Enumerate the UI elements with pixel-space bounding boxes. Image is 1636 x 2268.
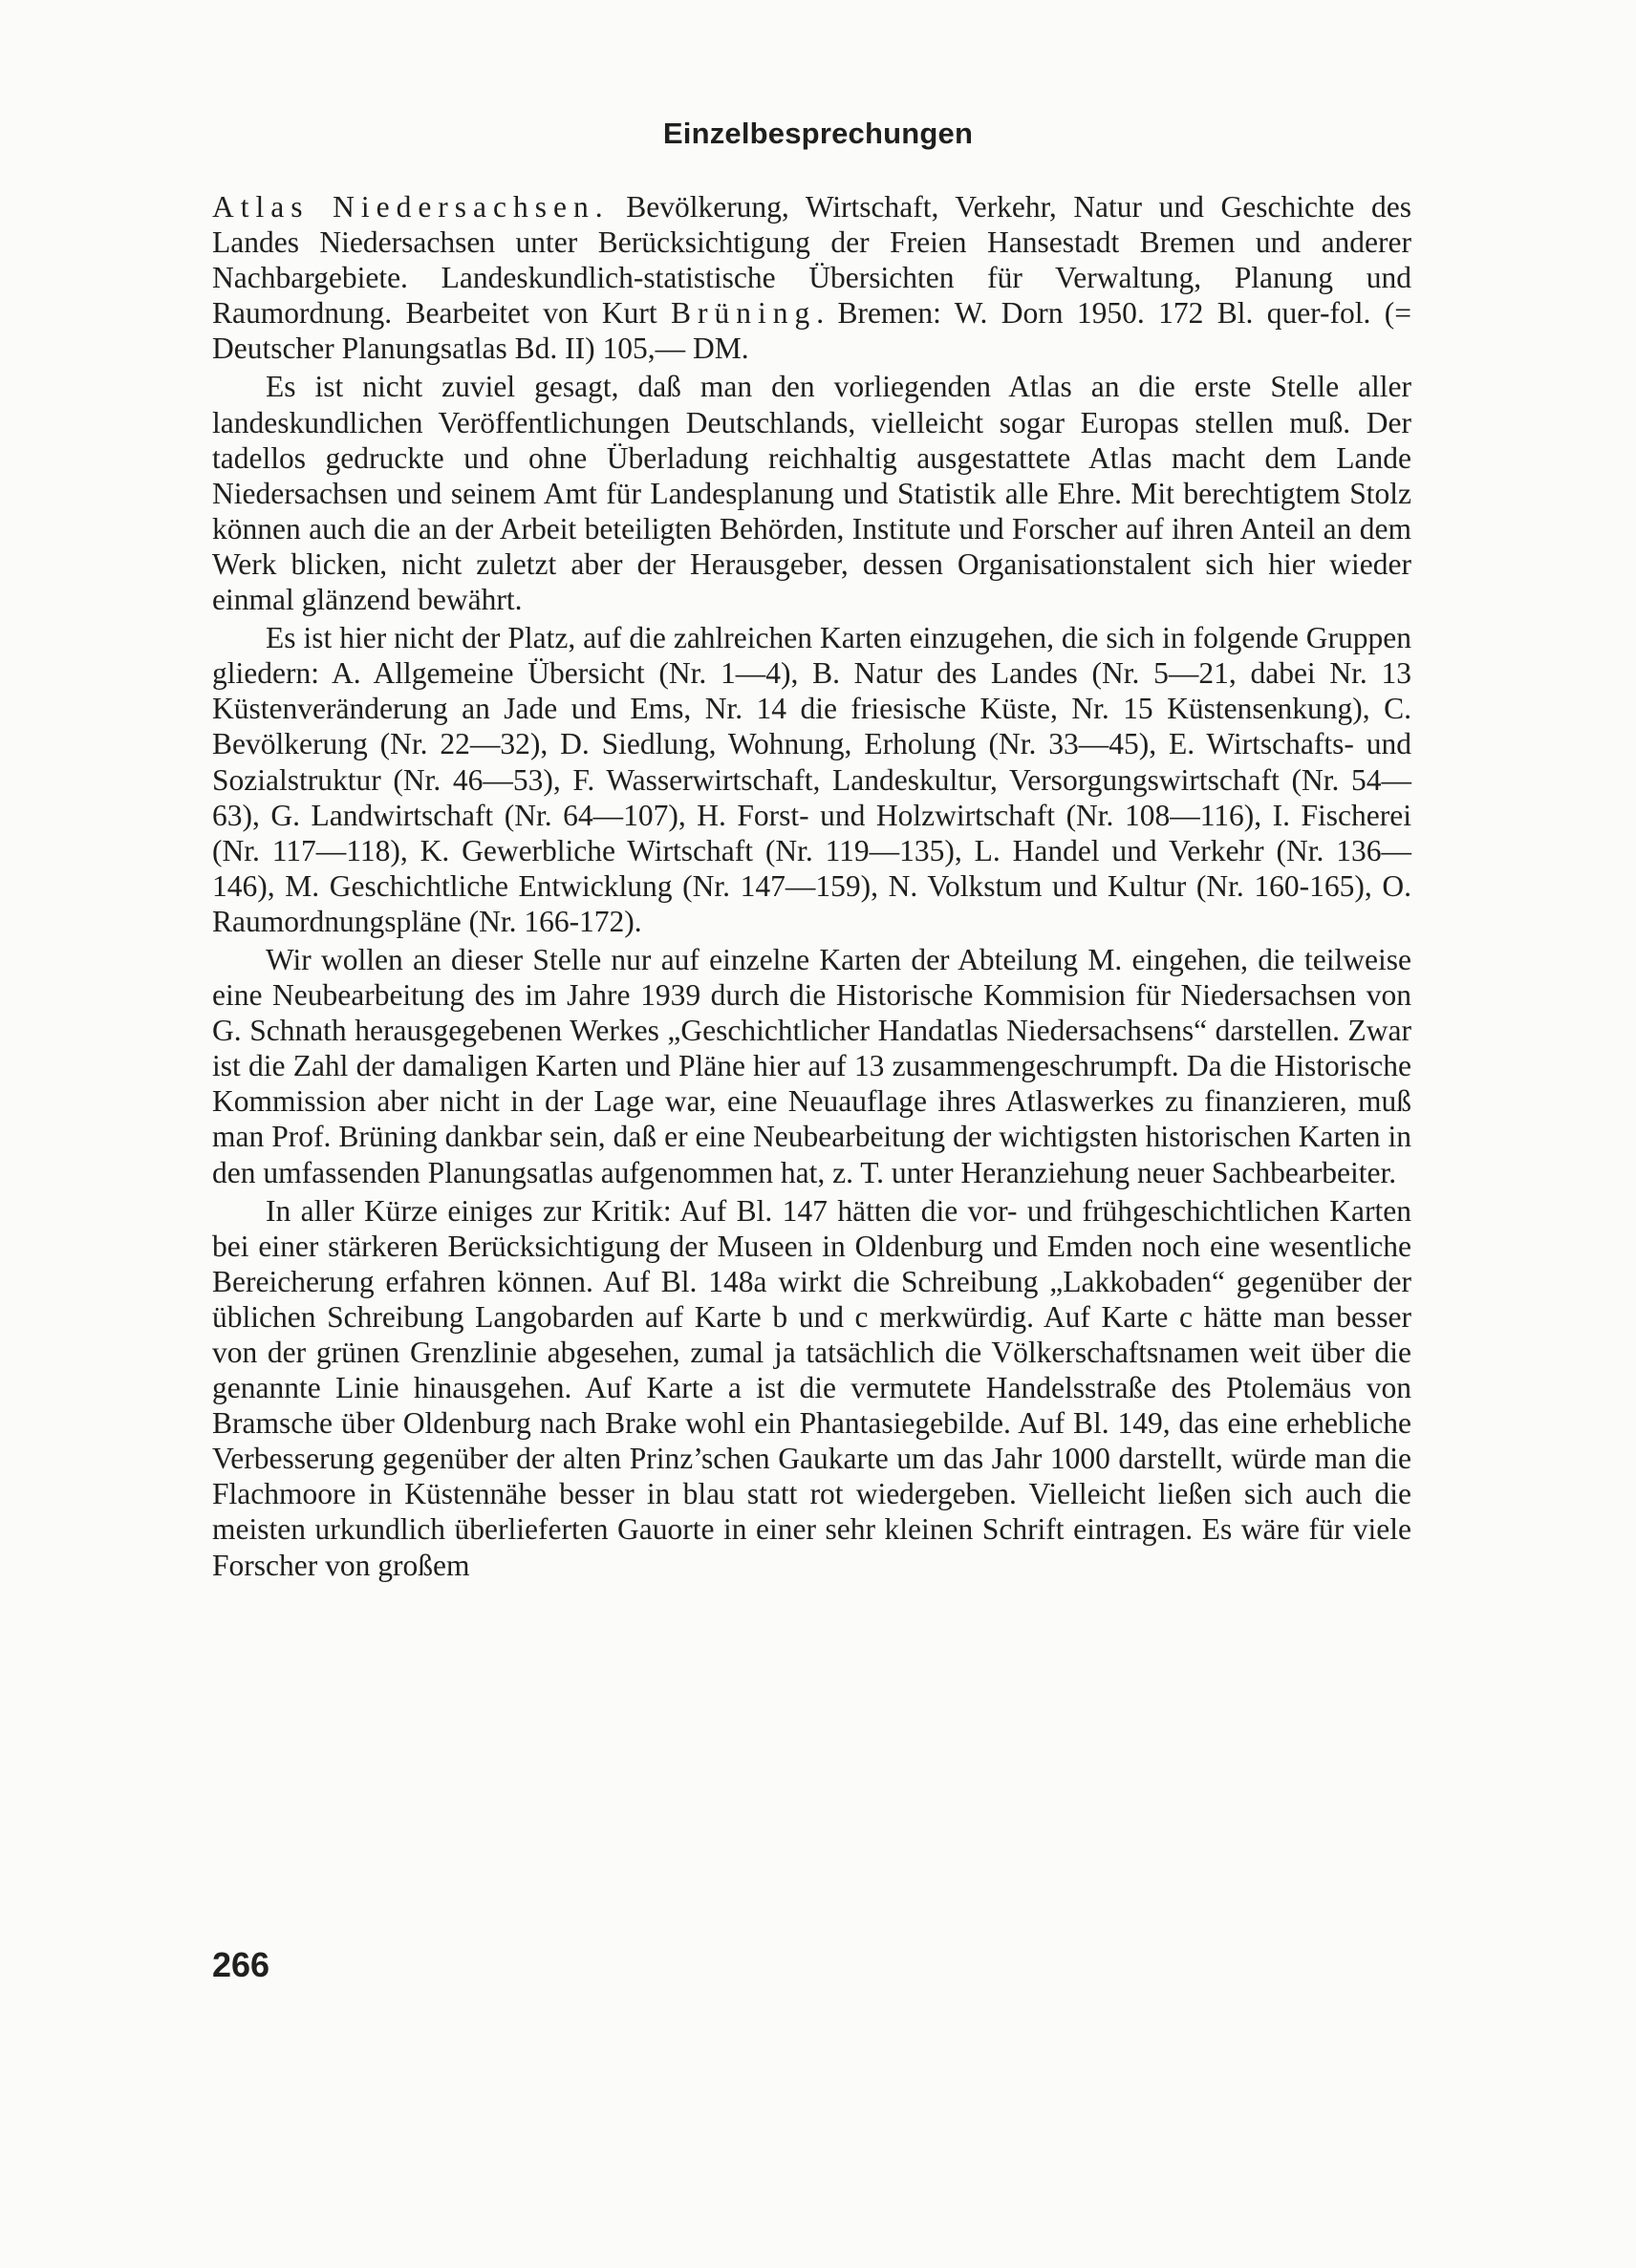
review-title: Atlas Niedersachsen. [212,190,610,224]
page-number: 266 [212,1945,270,1984]
paragraph: Es ist nicht zuviel gesagt, daß man den vorliegenden Atlas an die erste Stelle aller landeskundlichen Veröffentlichungen Deutschlands, vielleicht sogar Europas stellen muß. Der tadellos gedruckte und ohne Überladung reichhaltig ausgestattete Atlas macht dem Lande Niedersachsen und seinem Amt für Landesplanung und Statistik alle Ehre. Mit berechtigtem Stolz können auch die an der Arbeit beteiligten Behörden, Institute und Forscher auf ihren Anteil an dem Werk blicken, nicht zuletzt aber der Herausgeber, dessen Organisationstalent sich hier wieder einmal glänzend bewährt. [212,370,1411,617]
review-text [212,189,1411,1583]
review-publication-info: . Bremen: W. Dorn 1950. 172 Bl. quer-fol. (= Deutscher Planungsatlas Bd. II) 105,— DM. [212,296,1411,366]
review-editor: Brüning [670,296,817,331]
paragraph: Es ist hier nicht der Platz, auf die zahlreichen Karten einzugehen, die sich in folgende Gruppen gliedern: A. Allgemeine Übersicht (Nr. 1—4), B. Natur des Landes (Nr. 5—21, dabei Nr. 13 Küstenveränderung an Jade und Ems, Nr. 14 die friesische Küste, Nr. 15 Küstensenkung), C. Bevölkerung (Nr. 22—32), D. Siedlung, Wohnung, Erholung (Nr. 33—45), E. Wirtschafts- und Sozialstruktur (Nr. 46—53), F. Wasserwirtschaft, Landeskultur, Versorgungswirtschaft (Nr. 54—63), G. Landwirtschaft (Nr. 64—107), H. Forst- und Holzwirtschaft (Nr. 108—116), I. Fischerei (Nr. 117—118), K. Gewerbliche Wirtschaft (Nr. 119—135), L. Handel und Verkehr (Nr. 136—146), M. Geschichtliche Entwicklung (Nr. 147—159), N. Volkstum und Kultur (Nr. 160-165), O. Raumordnungspläne (Nr. 166-172). [212,621,1411,938]
review-subtitle: Bevölkerung, Wirtschaft, Verkehr, Natur und Geschichte des Landes Niedersachsen unter Berücksichtigung der Freien Hansestadt Bremen und anderer Nachbargebiete. Landeskundlich-statistische Übersichten für Verwaltung, Planung und Raumordnung. Bearbeitet von Kurt [212,190,1411,331]
paragraph: Wir wollen an dieser Stelle nur auf einzelne Karten der Abteilung M. eingehen, die teilweise eine Neubearbeitung des im Jahre 1939 durch die Historische Kommision für Niedersachsen von G. Schnath herausgegebenen Werkes „Geschichtlicher Handatlas Niedersachsens“ darstellen. Zwar ist die Zahl der damaligen Karten und Pläne hier auf 13 zusammengeschrumpft. Da die Historische Kommission aber nicht in der Lage war, eine Neuauflage ihres Atlaswerkes zu finanzieren, muß man Prof. Brüning dankbar sein, daß er eine Neubearbeitung der wichtigsten historischen Karten in den umfassenden Planungsatlas aufgenommen hat, z. T. unter Heranziehung neuer Sachbearbeiter. [212,942,1411,1189]
paragraph: In aller Kürze einiges zur Kritik: Auf Bl. 147 hätten die vor- und frühgeschichtlichen Karten bei einer stärkeren Berücksichtigung der Museen in Oldenburg und Emden noch eine wesentliche Bereicherung erfahren können. Auf Bl. 148a wirkt die Schreibung „Lakkobaden“ gegenüber der üblichen Schreibung Langobarden auf Karte b und c merkwürdig. Auf Karte c hätte man besser von der grünen Grenzlinie abgesehen, zumal ja tatsächlich die Völkerschaftsnamen weit über die genannte Linie hinausgehen. Auf Karte a ist die vermutete Handelsstraße des Ptolemäus von Bramsche über Oldenburg nach Brake wohl ein Phantasiegebilde. Auf Bl. 149, das eine erhebliche Verbesserung gegenüber der alten Prinz’schen Gaukarte um das Jahr 1000 darstellt, würde man die Flachmoore in Küstennähe besser in blau statt rot wiedergeben. Vielleicht ließen sich auch die meisten urkundlich überlieferten Gauorte in einer sehr kleinen Schrift eintragen. Es wäre für viele Forscher von großem [212,1193,1411,1582]
review-citation [212,189,1411,366]
section-heading: Einzelbesprechungen [662,117,974,150]
